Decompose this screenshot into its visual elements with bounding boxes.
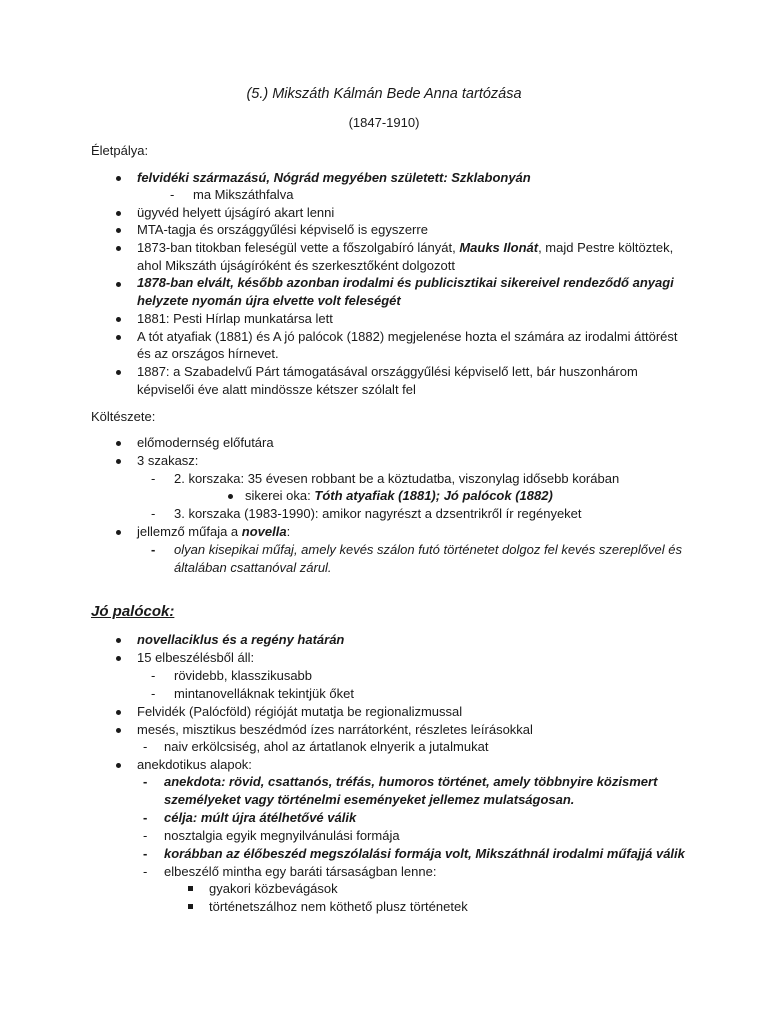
section-heading-jo-palocok: Jó palócok:: [91, 603, 175, 620]
list-item: nosztalgia egyik megnyilvánulási formája: [164, 828, 400, 843]
bullet-icon: [116, 710, 121, 715]
list-item: előmodernség előfutára: [137, 435, 274, 450]
dash-icon: -: [143, 774, 148, 789]
list-item-continuation: általában csattanóval zárul.: [174, 560, 332, 575]
bullet-icon: [116, 317, 121, 322]
dash-icon: -: [151, 471, 156, 486]
bullet-icon: [116, 335, 121, 340]
list-item: novellaciklus és a regény határán: [137, 632, 345, 647]
dash-icon: -: [143, 810, 148, 825]
list-item: naiv erkölcsiség, ahol az ártatlanok elnyerik a jutalmukat: [164, 739, 489, 754]
list-item: mintanovelláknak tekintjük őket: [174, 686, 354, 701]
page-title: (5.) Mikszáth Kálmán Bede Anna tartózása: [246, 86, 522, 102]
bullet-icon: [116, 638, 121, 643]
list-item: elbeszélő mintha egy baráti társaságban lenne:: [164, 864, 437, 879]
section-heading-kolteszete: Költészete:: [91, 409, 156, 424]
list-item: anekdotikus alapok:: [137, 757, 252, 772]
list-item: anekdota: rövid, csattanós, tréfás, humoros történet, amely többnyire közismert: [164, 774, 658, 789]
bullet-icon: [116, 656, 121, 661]
bullet-icon: [116, 441, 121, 446]
list-item: 1873-ban titokban feleségül vette a főszolgabíró lányát, Mauks Ilonát, majd Pestre költöztek,: [137, 240, 674, 255]
list-item-continuation: képviselői éve alatt mindössze kétszer szólalt fel: [137, 382, 416, 397]
list-item: célja: múlt újra átélhetővé válik: [164, 810, 357, 825]
dash-icon: -: [151, 506, 156, 521]
bullet-icon: [116, 763, 121, 768]
life-years: (1847-1910): [348, 115, 420, 130]
list-item: 1878-ban elvált, később azonban irodalmi és publicisztikai sikereivel rendeződő anyagi: [137, 275, 674, 290]
list-item-continuation: ahol Mikszáth újságíróként és szerkesztőként dolgozott: [137, 258, 455, 273]
list-item: jellemző műfaja a novella:: [137, 524, 291, 539]
list-item: ügyvéd helyett újságíró akart lenni: [137, 205, 335, 220]
list-item: 1887: a Szabadelvű Párt támogatásával országgyűlési képviselő lett, bár huszonhárom: [137, 364, 638, 379]
bullet-icon: [228, 494, 233, 499]
dash-icon: -: [170, 187, 175, 202]
list-item: 3. korszaka (1983-1990): amikor nagyrészt a dzsentrikről ír regényeket: [174, 506, 582, 521]
list-item: ma Mikszáthfalva: [193, 187, 294, 202]
bullet-icon: [116, 211, 121, 216]
list-item: 3 szakasz:: [137, 453, 199, 468]
list-item: Felvidék (Palócföld) régióját mutatja be regionalizmussal: [137, 704, 463, 719]
bullet-icon: [116, 228, 121, 233]
dash-icon: -: [151, 542, 156, 557]
section-heading-eletpalya: Életpálya:: [91, 143, 149, 158]
dash-icon: -: [143, 739, 148, 754]
list-item: korábban az élőbeszéd megszólalási formája volt, Mikszáthnál irodalmi műfajjá válik: [164, 846, 685, 861]
list-item-continuation: helyzete nyomán újra elvette volt feleségét: [137, 293, 401, 308]
list-item-continuation: személyeket vagy történelmi eseményeket jellemez mulatságosan.: [164, 792, 575, 807]
dash-icon: -: [151, 668, 156, 683]
list-item: 1881: Pesti Hírlap munkatársa lett: [137, 311, 333, 326]
square-bullet-icon: [188, 886, 193, 891]
bullet-icon: [116, 370, 121, 375]
list-item: 2. korszaka: 35 évesen robbant be a köztudatba, viszonylag idősebb korában: [174, 471, 620, 486]
list-item: olyan kisepikai műfaj, amely kevés szálon futó történetet dolgoz fel kevés szereplővel és: [174, 542, 682, 557]
bullet-icon: [116, 246, 121, 251]
list-item-continuation: és az országos hírnevet.: [137, 346, 279, 361]
list-item: rövidebb, klasszikusabb: [174, 668, 313, 683]
bullet-icon: [116, 728, 121, 733]
list-item: 15 elbeszélésből áll:: [137, 650, 255, 665]
list-item: MTA-tagja és országgyűlési képviselő is egyszerre: [137, 222, 428, 237]
square-bullet-icon: [188, 904, 193, 909]
bullet-icon: [116, 459, 121, 464]
list-item: gyakori közbevágások: [209, 881, 338, 896]
list-item: sikerei oka: Tóth atyafiak (1881); Jó palócok (1882): [245, 488, 553, 503]
bullet-icon: [116, 176, 121, 181]
bullet-icon: [116, 530, 121, 535]
list-item: mesés, misztikus beszédmód ízes narrátorként, részletes leírásokkal: [137, 722, 533, 737]
dash-icon: -: [143, 846, 148, 861]
bullet-icon: [116, 282, 121, 287]
dash-icon: -: [151, 686, 156, 701]
list-item: A tót atyafiak (1881) és A jó palócok (1882) megjelenése hozta el számára az irodalmi áttörést: [137, 329, 678, 344]
list-item: felvidéki származású, Nógrád megyében született: Szklabonyán: [137, 170, 531, 185]
dash-icon: -: [143, 864, 148, 879]
list-item: történetszálhoz nem köthető plusz történetek: [209, 899, 468, 914]
dash-icon: -: [143, 828, 148, 843]
